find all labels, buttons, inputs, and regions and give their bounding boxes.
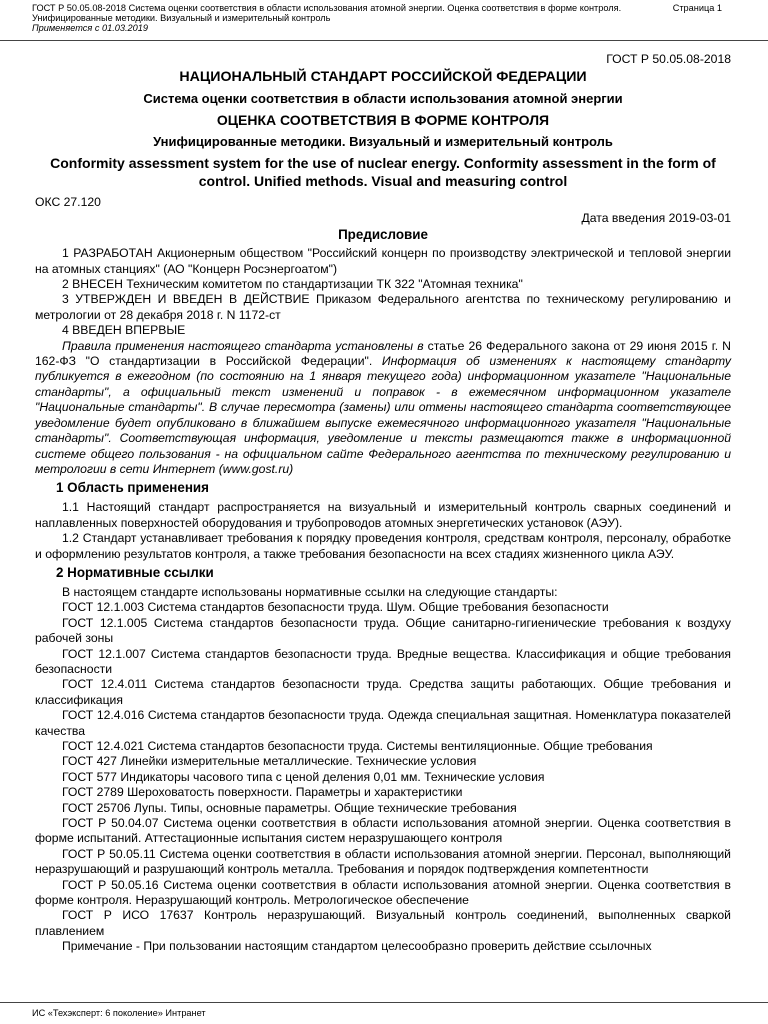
preface-heading: Предисловие — [338, 227, 428, 243]
page-header — [32, 3, 722, 33]
document-subtitle-2: ОЦЕНКА СООТВЕТСТВИЯ В ФОРМЕ КОНТРОЛЯ — [216, 112, 550, 129]
section-1-paragraph-1: 1.1 Настоящий стандарт распространяется на визуальный и измерительный контроль сварных соединений и наплавленных поверхностей оборудования и трубопроводов атомных энергетических установок (АЭУ). — [35, 500, 731, 530]
reference-item[interactable]: ГОСТ 12.4.021 Система стандартов безопасности труда. Системы вентиляционные. Общие требования — [62, 739, 653, 753]
page-number: Страница 1 — [672, 3, 722, 13]
reference-item[interactable]: ГОСТ 25706 Лупы. Типы, основные параметры. Общие технические требования — [62, 800, 517, 815]
reference-item[interactable]: ГОСТ 12.4.011 Система стандартов безопасности труда. Средства защиты работающих. Общие требования и классификация — [35, 677, 731, 707]
preface-item-3: 3 УТВЕРЖДЕН И ВВЕДЕН В ДЕЙСТВИЕ Приказом Федерального агентства по техническому регулированию и метрологии от 28 декабря 2018 г. N 1172-ст — [35, 292, 731, 322]
section-2-heading: 2 Нормативные ссылки — [56, 564, 214, 580]
preface-item-2: 2 ВНЕСЕН Техническим комитетом по стандартизации ТК 322 "Атомная техника" — [62, 277, 523, 292]
preface-item-4: 4 ВВЕДЕН ВПЕРВЫЕ — [62, 323, 186, 338]
reference-item[interactable]: ГОСТ 2789 Шероховатость поверхности. Параметры и характеристики — [62, 785, 463, 800]
document-subtitle-3: Унифицированные методики. Визуальный и измерительный контроль — [153, 134, 613, 150]
reference-item[interactable]: ГОСТ 577 Индикаторы часового типа с ценой деления 0,01 мм. Технические условия — [62, 769, 545, 784]
page-footer: ИС «Техэксперт: 6 поколение» Интранет — [32, 1008, 206, 1018]
reference-item[interactable]: ГОСТ 12.1.007 Система стандартов безопасности труда. Вредные вещества. Классификация и общие требования безопасности — [35, 646, 731, 676]
preface-rules-text: Правила применения настоящего стандарта установлены в — [62, 338, 424, 353]
reference-item[interactable]: ГОСТ Р 50.05.16 Система оценки соответствия в области использования атомной энергии. Оценка соответствия в форме контроля. Неразрушающий контроль. Метрологическое обеспечение — [35, 877, 731, 908]
reference-item[interactable]: ГОСТ 12.1.005 Система стандартов безопасности труда. Общие санитарно-гигиенические требования к воздуху рабочей зоны — [35, 615, 731, 646]
document-code: ГОСТ Р 50.05.08-2018 — [606, 52, 731, 66]
reference-item[interactable]: ГОСТ 12.1.003 Система стандартов безопасности труда. Шум. Общие требования безопасности — [62, 600, 609, 615]
oks-code: ОКС 27.120 — [35, 195, 101, 210]
reference-item[interactable]: ГОСТ Р 50.05.11 Система оценки соответствия в области использования атомной энергии. Персонал, выполняющий неразрушающий и разрушающий контроль металла. Требования и порядок подтверждения компетентности — [35, 846, 731, 877]
header-title-line1: ГОСТ Р 50.05.08-2018 Система оценки соответствия в области использования атомной энергии. Оценка соответствия в форме контроля. — [32, 3, 622, 13]
section-2-note: Примечание - При пользовании настоящим стандартом целесообразно проверить действие ссылочных — [62, 939, 652, 954]
header-applied-date: Применяется с 01.03.2019 — [32, 23, 148, 33]
reference-item[interactable]: ГОСТ Р 50.04.07 Система оценки соответствия в области использования атомной энергии. Оценка соответствия в форме испытаний. Аттестационные испытания систем неразрушающего контроля — [35, 816, 731, 846]
reference-item[interactable]: ГОСТ Р ИСО 17637 Контроль неразрушающий. Визуальный контроль соединений, выполненных сваркой плавлением — [35, 908, 731, 938]
preface-item-1: 1 РАЗРАБОТАН Акционерным обществом "Российский концерн по производству электрической и тепловой энергии на атомных станциях" (АО "Концерн Росэнергоатом") — [35, 246, 731, 276]
section-1-heading: 1 Область применения — [56, 480, 209, 496]
preface-info-text: Информация об изменениях к настоящему стандарту публикуется в ежегодном (по состоянию на 1 января текущего года) информационном указателе "Национальные стандарты", а официальный текст изменений и поправок - в ежемесячном информационном указателе "Национальные стандарты". В случае пересмотра (замены) или отмены настоящего стандарта соответствующее уведомление будет опубликовано в ближайшем выпуске ежемесячного информационного указателя "Национальные стандарты". Соответствующая информация, уведомление и тексты размещаются также в информационной системе общего пользования - на официальном сайте Федерального агентства по техническому регулированию и метрологии в сети Интернет (www.gost.ru) — [35, 354, 731, 476]
reference-item[interactable]: ГОСТ 427 Линейки измерительные металлические. Технические условия — [62, 754, 477, 769]
section-2-intro: В настоящем стандарте использованы нормативные ссылки на следующие стандарты: — [62, 584, 558, 599]
preface-item-5 — [35, 339, 731, 478]
document-title: НАЦИОНАЛЬНЫЙ СТАНДАРТ РОССИЙСКОЙ ФЕДЕРАЦИИ — [179, 69, 587, 86]
section-1-paragraph-2: 1.2 Стандарт устанавливает требования к порядку проведения контроля, средствам контроля, персоналу, обработке и оформлению результатов контроля, а также требования безопасности на всех стадиях жизненного цикла АЭУ. — [35, 531, 731, 561]
header-divider — [0, 40, 768, 41]
english-title: Conformity assessment system for the use of nuclear energy. Conformity assessment in the form of control. Unified methods. Visual and measuring control — [50, 155, 716, 190]
reference-item[interactable]: ГОСТ 12.4.016 Система стандартов безопасности труда. Одежда специальная защитная. Номенклатура показателей качества — [35, 708, 731, 738]
document-subtitle-1: Система оценки соответствия в области использования атомной энергии — [143, 91, 623, 107]
header-title-line2: Унифицированные методики. Визуальный и измерительный контроль — [32, 13, 331, 23]
preface-law-link[interactable]: статье 26 Федерального закона от 29 июня 2015 г. N 162-ФЗ "О стандартизации в Российской Федерации". — [35, 338, 731, 369]
normative-references-list — [35, 600, 731, 939]
footer-divider — [0, 1002, 768, 1003]
document-body — [35, 52, 731, 955]
introduction-date: Дата введения 2019-03-01 — [581, 210, 731, 225]
